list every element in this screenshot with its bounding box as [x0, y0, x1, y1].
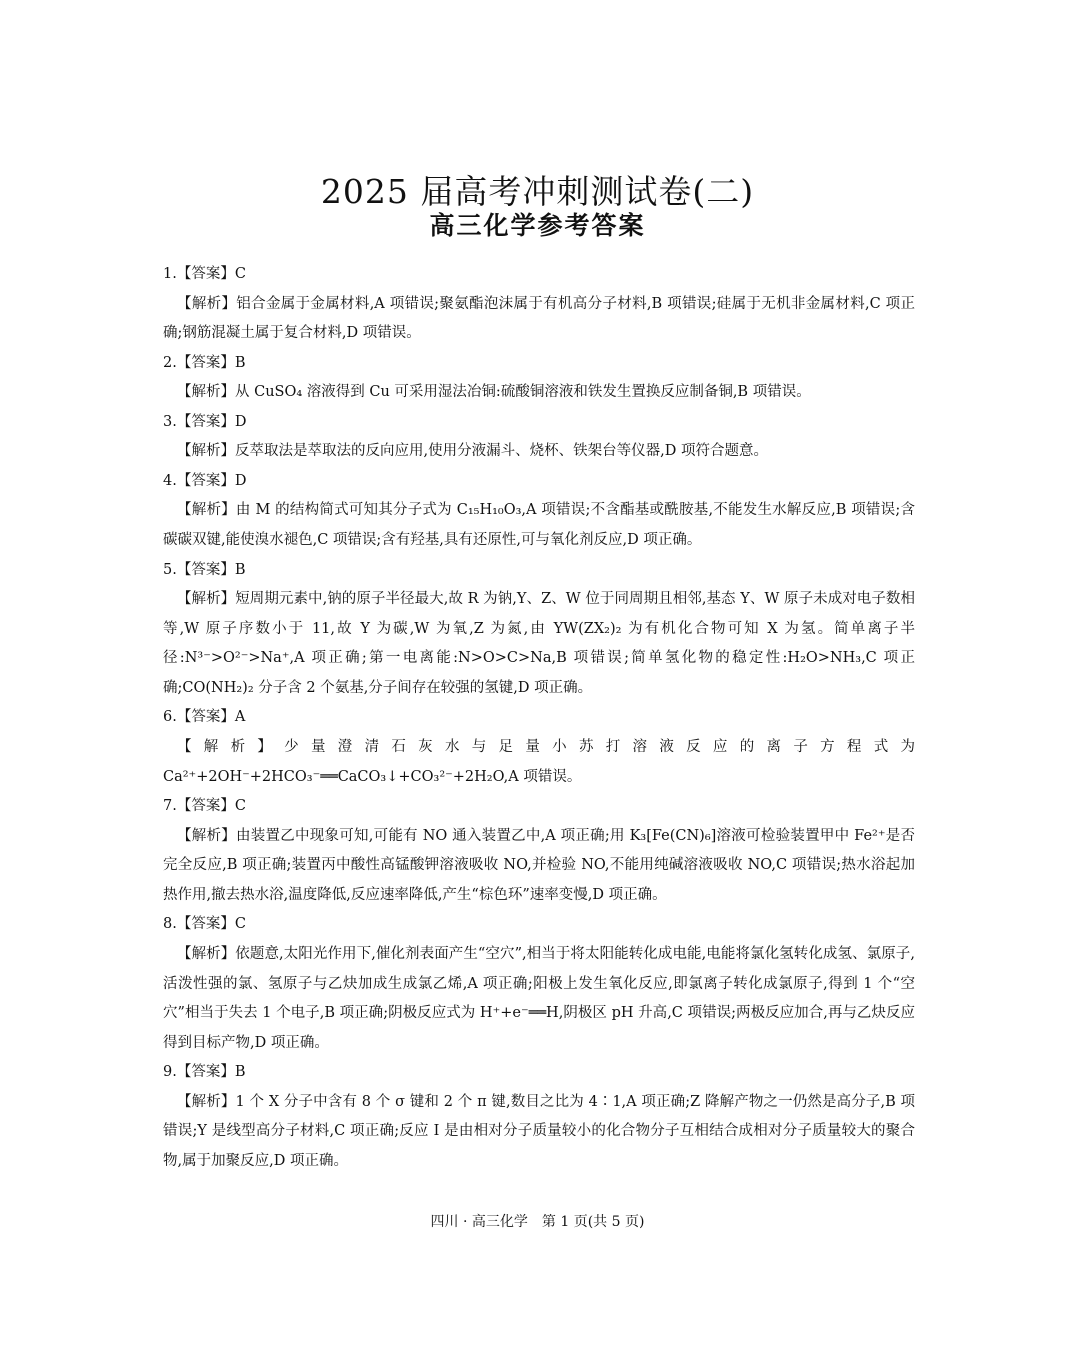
explanation-text: 【解析】由 M 的结构简式可知其分子式为 C₁₅H₁₀O₃,A 项错误;不含酯基或酰胺基,不能发生水解反应,B 项错误;含碳碳双键,能使溴水褪色,C 项错误;含有羟基,具有还原性,可与氧化剂反应,D 项正确。: [163, 502, 915, 548]
explanation-text: 【解析】由装置乙中现象可知,可能有 NO 通入装置乙中,A 项正确;用 K₃[Fe(CN)₆]溶液可检验装置甲中 Fe²⁺是否完全反应,B 项正确;装置丙中酸性高锰酸钾溶液吸收 NO,并检验 NO,不能用纯碱溶液吸收 NO,C 项错误;热水浴起加热作用,撤去热水浴,温度降低,反应速率降低,产生“棕色环”速率变慢,D 项正确。: [163, 827, 915, 903]
explanation-text: 【解析】少量澄清石灰水与足量小苏打溶液反应的离子方程式为 Ca²⁺+2OH⁻+2HCO₃⁻══CaCO₃↓+CO₃²⁻+2H₂O,A 项错误。: [163, 738, 915, 785]
explanation-text: 【解析】铝合金属于金属材料,A 项错误;聚氨酯泡沫属于有机高分子材料,B 项错误;硅属于无机非金属材料,C 项正确;钢筋混凝土属于复合材料,D 项错误。: [163, 295, 915, 342]
explanation-text: 【解析】短周期元素中,钠的原子半径最大,故 R 为钠,Y、Z、W 位于同周期且相邻,基态 Y、W 原子未成对电子数相等,W 原子序数小于 11,故 Y 为碳,W 为氧,Z 为氮,由 YW(ZX₂)₂ 为有机化合物可知 X 为氢。简单离子半径:N³⁻>O²⁻>Na⁺,A 项正确;第一电离能:N>O>C>Na,B 项错误;简单氢化物的稳定性:H₂O>NH₃,C 项正确;CO(NH₂)₂ 分子含 2 个氨基,分子间存在较强的氢键,D 项正确。: [163, 591, 915, 696]
answer-line: 3.【答案】D: [163, 413, 247, 430]
answer-line: 1.【答案】C: [163, 266, 246, 282]
explanation-text: 【解析】依题意,太阳光作用下,催化剂表面产生“空穴”,相当于将太阳能转化成电能,电能将氯化氢转化成氢、氯原子,活泼性强的氯、氢原子与乙炔加成生成氯乙烯,A 项正确;阳极上发生氧化反应,即氯离子转化成氯原子,得到 1 个“空穴”相当于失去 1 个电子,B 项正确;阴极反应式为 H⁺+e⁻══H,阴极区 pH 升高,C 项错误;两极反应加合,再与乙炔反应得到目标产物,D 项正确。: [163, 945, 915, 1051]
page-subtitle: 高三化学参考答案: [429, 211, 646, 240]
answer-item: [163, 408, 915, 467]
explanation-text: 【解析】从 CuSO₄ 溶液得到 Cu 可采用湿法冶铜:硫酸铜溶液和铁发生置换反应制备铜,B 项错误。: [177, 384, 811, 401]
answer-item: [163, 1058, 915, 1176]
answer-line: 6.【答案】A: [163, 709, 246, 726]
answer-line: 5.【答案】B: [163, 561, 246, 578]
answer-line: 8.【答案】C: [163, 916, 246, 933]
answer-line: 7.【答案】C: [163, 798, 246, 815]
answer-line: 2.【答案】B: [163, 354, 246, 371]
answer-item: [163, 556, 915, 704]
answer-item: [163, 467, 915, 556]
answer-item: [163, 349, 915, 408]
answer-item: [163, 792, 915, 910]
answer-line: 4.【答案】D: [163, 472, 247, 489]
answer-item: [163, 910, 915, 1058]
answer-list: [163, 260, 915, 1177]
answer-item: [163, 703, 915, 792]
explanation-text: 【解析】反萃取法是萃取法的反向应用,使用分液漏斗、烧杯、铁架台等仪器,D 项符合题意。: [177, 443, 768, 460]
answer-line: 9.【答案】B: [163, 1064, 246, 1081]
answer-item: [163, 260, 915, 349]
explanation-text: 【解析】1 个 X 分子中含有 8 个 σ 键和 2 个 π 键,数目之比为 4∶1,A 项正确;Z 降解产物之一仍然是高分子,B 项错误;Y 是线型高分子材料,C 项正确;反应 I 是由相对分子质量较小的化合物分子互相结合成相对分子质量较大的聚合物,属于加聚反应,D 项正确。: [163, 1093, 915, 1169]
page-title: 2025 届高考冲刺测试卷(二): [320, 172, 755, 211]
page-footer: 四川 · 高三化学 第 1 页(共 5 页): [430, 1214, 645, 1230]
